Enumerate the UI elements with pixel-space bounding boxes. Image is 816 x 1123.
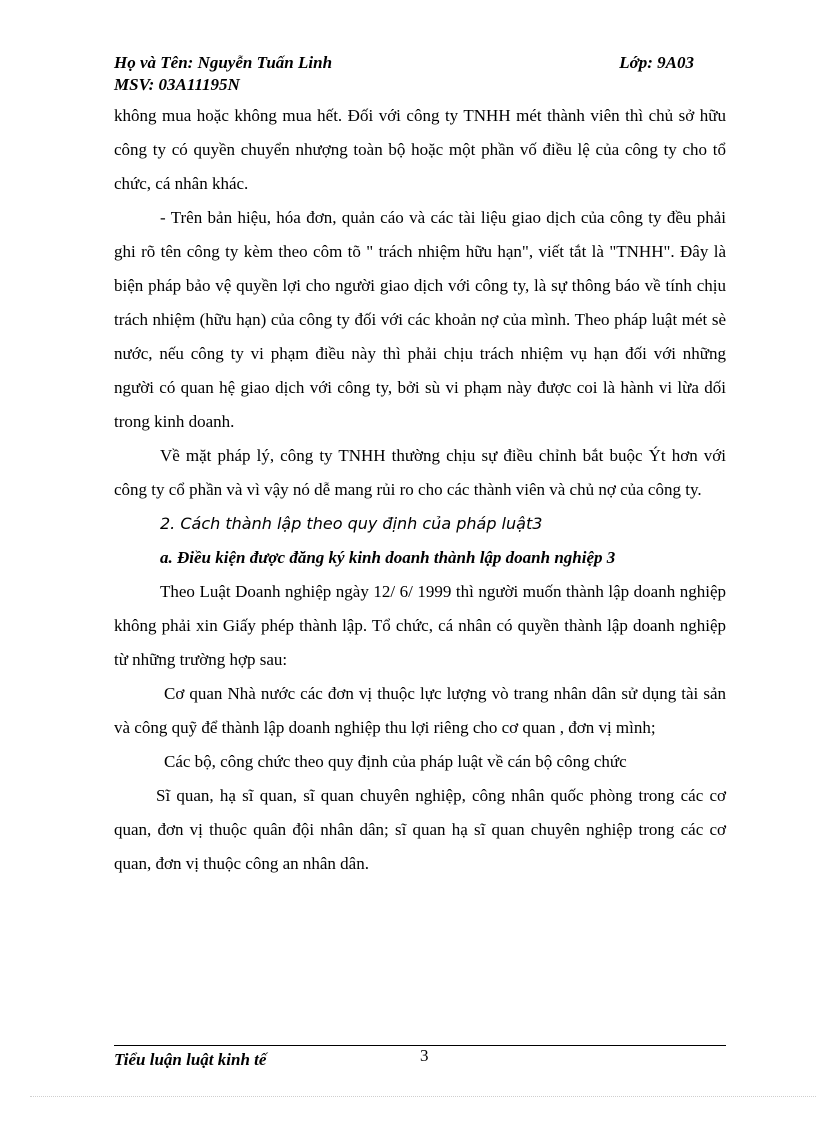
section-heading: 2. Cách thành lập theo quy định của pháp luật3 — [160, 514, 543, 533]
footer-title: Tiểu luận luật kinh tế — [114, 1050, 267, 1069]
paragraph: không mua hoặc không mua hết. Đối với công ty TNHH mét thành viên thì chủ sở hữu công ty có quyền chuyển nhượng toàn bộ hoặc một phần vố điều lệ của công ty cho tổ chức, cá nhân khác. — [114, 106, 726, 193]
paragraph: Theo Luật Doanh nghiệp ngày 12/ 6/ 1999 thì người muốn thành lập doanh nghiệp không phải xin Giấy phép thành lập. Tổ chức, cá nhân có quyền thành lập doanh nghiệp từ những trường hợp sau: — [114, 582, 726, 669]
paragraph: - Trên bản hiệu, hóa đơn, quản cáo và các tài liệu giao dịch của công ty đều phải ghi rõ tên công ty kèm theo côm tõ " trách nhiệm hữu hạn", viết tắt là "TNHH". Đây là biện pháp bảo vệ quyền lợi cho người giao dịch với công ty, là sự thông báo về tính chịu trách nhiệm (hữu hạn) của công ty đối với các khoản nợ của mình. Theo pháp luật mét sè nước, nếu công ty vi phạm điều này thì phải chịu trách nhiệm vụ hạn đối với những người có quan hệ giao dịch với công ty, bởi sù vi phạm này được coi là hành vi lừa dối trong kinh doanh. — [114, 208, 726, 431]
document-body — [114, 99, 726, 881]
paragraph: Cơ quan Nhà nước các đơn vị thuộc lực lượng vò trang nhân dân sử dụng tài sản và công quỹ để thành lập doanh nghiệp thu lợi riêng cho cơ quan , đơn vị mình; — [114, 684, 726, 737]
student-id: MSV: 03A11195N — [114, 75, 240, 94]
paragraph: Về mặt pháp lý, công ty TNHH thường chịu sự điều chỉnh bắt buộc Ýt hơn với công ty cổ phần và vì vậy nó dễ mang rủi ro cho các thành viên và chủ nợ của công ty. — [114, 446, 726, 499]
student-class: Lớp: 9A03 — [619, 53, 694, 72]
paragraph: Các bộ, công chức theo quy định của pháp luật về cán bộ công chức — [164, 752, 627, 771]
page-number: 3 — [420, 1046, 429, 1065]
page-header — [114, 52, 704, 96]
subsection-heading: a. Điều kiện được đăng ký kinh doanh thành lập doanh nghiệp 3 — [160, 548, 616, 567]
page-footer — [114, 1046, 726, 1074]
page-edge-divider — [30, 1096, 816, 1097]
student-name: Họ và Tên: Nguyễn Tuấn Linh — [114, 53, 333, 72]
paragraph: Sĩ quan, hạ sĩ quan, sĩ quan chuyên nghiệp, công nhân quốc phòng trong các cơ quan, đơn vị thuộc quân đội nhân dân; sĩ quan hạ sĩ quan chuyên nghiệp trong các cơ quan, đơn vị thuộc công an nhân dân. — [114, 786, 726, 873]
